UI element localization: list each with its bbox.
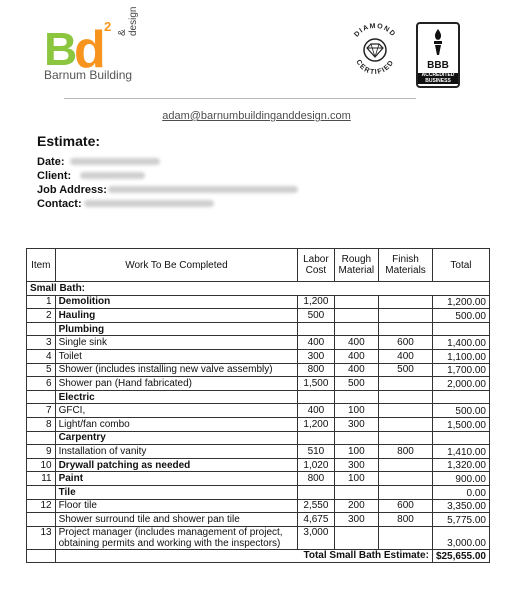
labor-cost: 1,020 <box>298 458 334 472</box>
rough-material <box>334 309 379 323</box>
table-row <box>27 404 490 418</box>
total-row <box>27 549 490 563</box>
item-number <box>27 431 56 445</box>
table-row <box>27 499 490 513</box>
work-description: Plumbing <box>55 322 298 336</box>
rough-material: 300 <box>334 513 379 527</box>
labor-cost: 400 <box>298 404 334 418</box>
row-total: 1,200.00 <box>432 295 489 309</box>
labor-cost <box>298 390 334 404</box>
labor-cost: 1,200 <box>298 417 334 431</box>
logo-superscript: 2 <box>104 19 112 34</box>
work-description: Shower surround tile and shower pan tile <box>55 513 298 527</box>
labor-cost: 1,500 <box>298 377 334 391</box>
finish-materials <box>379 458 433 472</box>
rough-material <box>334 431 379 445</box>
labor-cost: 3,000 <box>298 526 334 549</box>
total-label: Total Small Bath Estimate: <box>55 549 432 563</box>
labor-cost: 800 <box>298 472 334 486</box>
item-number: 9 <box>27 445 56 459</box>
svg-text:DIAMOND: DIAMOND <box>353 22 397 39</box>
labor-cost: 510 <box>298 445 334 459</box>
labor-cost: 1,200 <box>298 295 334 309</box>
row-total: 0.00 <box>432 485 489 499</box>
finish-materials <box>379 485 433 499</box>
table-row <box>27 295 490 309</box>
table-row <box>27 336 490 350</box>
labor-cost: 300 <box>298 349 334 363</box>
item-number: 6 <box>27 377 56 391</box>
diamond-certified-seal-icon <box>345 20 405 80</box>
row-total: 1,100.00 <box>432 349 489 363</box>
finish-materials <box>379 404 433 418</box>
rough-material: 100 <box>334 404 379 418</box>
torch-icon <box>429 28 447 56</box>
finish-materials: 600 <box>379 499 433 513</box>
row-total: 1,320.00 <box>432 458 489 472</box>
date-label: Date: <box>37 156 65 168</box>
bbb-accredited-text: ACCREDITED BUSINESS <box>418 73 458 84</box>
row-total <box>432 322 489 336</box>
work-description: Single sink <box>55 336 298 350</box>
work-description: Hauling <box>55 309 298 323</box>
table-row <box>27 485 490 499</box>
rough-material: 100 <box>334 472 379 486</box>
work-description: Floor tile <box>55 499 298 513</box>
table-row <box>27 445 490 459</box>
work-description: Tile <box>55 485 298 499</box>
finish-materials: 800 <box>379 513 433 527</box>
email-link[interactable]: adam@barnumbuildinganddesign.com <box>162 110 351 122</box>
finish-materials <box>379 472 433 486</box>
rough-material: 400 <box>334 349 379 363</box>
item-number: 11 <box>27 472 56 486</box>
rough-material: 200 <box>334 499 379 513</box>
section-title: Small Bath: <box>27 282 490 296</box>
labor-cost: 500 <box>298 309 334 323</box>
redacted-contact <box>84 200 214 207</box>
logo-letter-d: d <box>74 21 106 79</box>
table-row <box>27 349 490 363</box>
row-total: 500.00 <box>432 309 489 323</box>
company-logo <box>44 6 139 82</box>
section-row <box>27 282 490 296</box>
work-description: Drywall patching as needed <box>55 458 298 472</box>
total-value: $25,655.00 <box>432 549 489 563</box>
item-number: 5 <box>27 363 56 377</box>
item-number: 7 <box>27 404 56 418</box>
work-description: GFCI, <box>55 404 298 418</box>
rough-material <box>334 526 379 549</box>
rough-material: 100 <box>334 445 379 459</box>
finish-materials: 600 <box>379 336 433 350</box>
rough-material: 400 <box>334 336 379 350</box>
item-number <box>27 322 56 336</box>
table-row <box>27 363 490 377</box>
work-description: Demolition <box>55 295 298 309</box>
table-row <box>27 458 490 472</box>
item-number: 13 <box>27 526 56 549</box>
row-total: 1,400.00 <box>432 336 489 350</box>
table-row <box>27 309 490 323</box>
rough-material: 300 <box>334 417 379 431</box>
row-total: 5,775.00 <box>432 513 489 527</box>
row-total: 2,000.00 <box>432 377 489 391</box>
labor-cost: 800 <box>298 363 334 377</box>
item-number: 4 <box>27 349 56 363</box>
row-total: 900.00 <box>432 472 489 486</box>
row-total <box>432 390 489 404</box>
labor-cost: 2,550 <box>298 499 334 513</box>
client-label: Client: <box>37 170 72 182</box>
item-number: 8 <box>27 417 56 431</box>
row-total <box>432 431 489 445</box>
work-description: Shower pan (Hand fabricated) <box>55 377 298 391</box>
table-row <box>27 322 490 336</box>
labor-cost: 4,675 <box>298 513 334 527</box>
labor-cost <box>298 322 334 336</box>
redacted-address <box>108 186 298 193</box>
finish-materials <box>379 322 433 336</box>
finish-materials <box>379 526 433 549</box>
table-row <box>27 377 490 391</box>
rough-material: 300 <box>334 458 379 472</box>
redacted-client <box>80 172 145 179</box>
finish-materials: 500 <box>379 363 433 377</box>
logo-tagline: & design <box>117 6 139 36</box>
finish-materials <box>379 309 433 323</box>
table-header-row <box>27 249 490 282</box>
col-header-finish: Finish Materials <box>379 249 433 282</box>
work-description: Toilet <box>55 349 298 363</box>
redacted-date <box>70 158 160 165</box>
finish-materials: 800 <box>379 445 433 459</box>
finish-materials <box>379 295 433 309</box>
work-description: Paint <box>55 472 298 486</box>
row-total: 1,500.00 <box>432 417 489 431</box>
col-header-item: Item <box>27 249 56 282</box>
total-row-spacer <box>27 549 56 563</box>
item-number <box>27 485 56 499</box>
item-number: 3 <box>27 336 56 350</box>
job-address-label: Job Address: <box>37 184 107 196</box>
row-total: 3,350.00 <box>432 499 489 513</box>
rough-material <box>334 485 379 499</box>
header-divider <box>64 98 416 99</box>
contact-label: Contact: <box>37 198 82 210</box>
row-total: 3,000.00 <box>432 526 489 549</box>
work-description: Project manager (includes management of project, obtaining permits and working with the inspectors) <box>55 526 298 549</box>
rough-material <box>334 322 379 336</box>
finish-materials <box>379 377 433 391</box>
item-number <box>27 513 56 527</box>
bbb-text: BBB <box>427 60 449 71</box>
item-number: 1 <box>27 295 56 309</box>
labor-cost <box>298 431 334 445</box>
work-description: Carpentry <box>55 431 298 445</box>
finish-materials: 400 <box>379 349 433 363</box>
svg-text:CERTIFIED: CERTIFIED <box>354 58 396 77</box>
item-number: 12 <box>27 499 56 513</box>
labor-cost <box>298 485 334 499</box>
logo-company-name: Barnum Building <box>44 68 133 82</box>
rough-material: 400 <box>334 363 379 377</box>
finish-materials <box>379 417 433 431</box>
table-row <box>27 526 490 549</box>
rough-material <box>334 295 379 309</box>
col-header-total: Total <box>432 249 489 282</box>
item-number: 10 <box>27 458 56 472</box>
item-number: 2 <box>27 309 56 323</box>
work-description: Electric <box>55 390 298 404</box>
table-row <box>27 417 490 431</box>
item-number <box>27 390 56 404</box>
work-description: Installation of vanity <box>55 445 298 459</box>
work-description: Shower (includes installing new valve assembly) <box>55 363 298 377</box>
rough-material: 500 <box>334 377 379 391</box>
table-row <box>27 513 490 527</box>
col-header-rough: Rough Material <box>334 249 379 282</box>
logo-letter-b: B <box>44 23 76 75</box>
table-row <box>27 390 490 404</box>
row-total: 1,700.00 <box>432 363 489 377</box>
table-row <box>27 431 490 445</box>
rough-material <box>334 390 379 404</box>
row-total: 500.00 <box>432 404 489 418</box>
estimate-title: Estimate: <box>37 133 101 149</box>
work-description: Light/fan combo <box>55 417 298 431</box>
labor-cost: 400 <box>298 336 334 350</box>
finish-materials <box>379 431 433 445</box>
row-total: 1,410.00 <box>432 445 489 459</box>
estimate-table <box>26 248 490 563</box>
col-header-labor: Labor Cost <box>298 249 334 282</box>
col-header-work: Work To Be Completed <box>55 249 298 282</box>
table-row <box>27 472 490 486</box>
finish-materials <box>379 390 433 404</box>
bbb-accredited-badge <box>416 22 460 88</box>
